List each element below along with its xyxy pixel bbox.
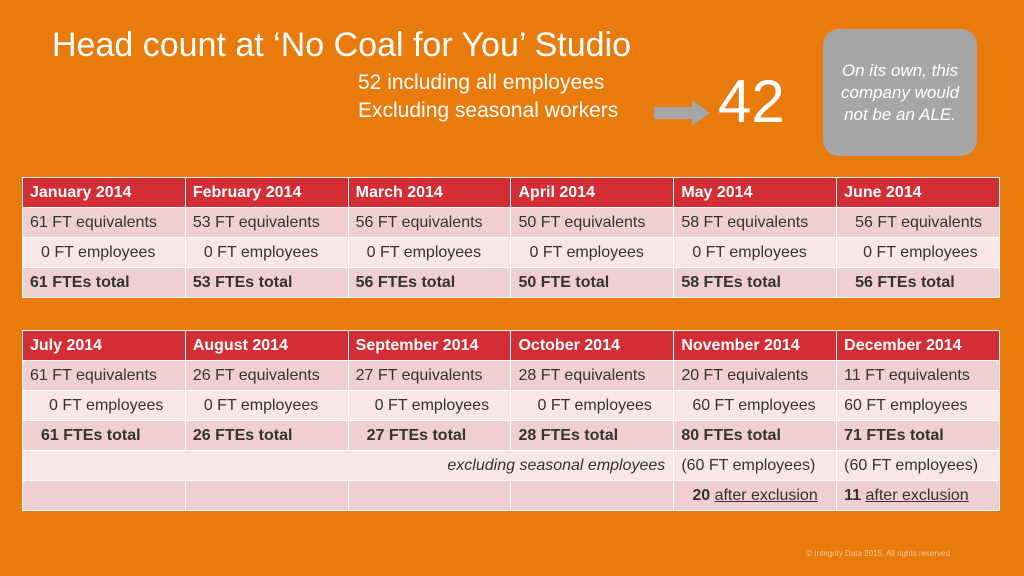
empty-cell [348,481,511,511]
employees-cell: 0 FT employees [185,391,348,421]
equivalents-cell: 58 FT equivalents [674,208,837,238]
second-half-table [22,330,1000,511]
employees-cell: 0 FT employees [511,391,674,421]
total-cell: 26 FTEs total [185,421,348,451]
total-cell: 50 FTE total [511,268,674,298]
empty-cell [185,481,348,511]
month-header: April 2014 [511,178,674,208]
total-cell: 27 FTEs total [348,421,511,451]
employees-cell: 0 FT employees [348,238,511,268]
month-header: June 2014 [837,178,1000,208]
employees-cell: 0 FT employees [674,238,837,268]
equivalents-cell: 61 FT equivalents [23,208,186,238]
copyright-notice: © Integrity Data 2015. All rights reserved [806,549,950,558]
equivalents-cell: 11 FT equivalents [837,361,1000,391]
month-header: May 2014 [674,178,837,208]
equivalents-cell: 28 FT equivalents [511,361,674,391]
after-exclusion-row [23,481,1000,511]
after-exclusion-count: 11 [844,486,862,504]
totals-row [23,421,1000,451]
month-header: March 2014 [348,178,511,208]
empty-cell [23,481,186,511]
equivalents-row [23,208,1000,238]
month-header: August 2014 [185,331,348,361]
equivalents-cell: 27 FT equivalents [348,361,511,391]
employees-cell: 0 FT employees [348,391,511,421]
seasonal-cell: (60 FT employees) [837,451,1000,481]
total-cell: 71 FTEs total [837,421,1000,451]
ale-callout: On its own, this company would not be an ALE. [823,29,977,156]
all-employees-line: 52 including all employees [358,71,605,94]
employees-row [23,391,1000,421]
month-header: July 2014 [23,331,186,361]
after-exclusion-count: 20 [692,486,711,504]
equivalents-cell: 56 FT equivalents [837,208,1000,238]
month-header: January 2014 [23,178,186,208]
equivalents-row [23,361,1000,391]
month-header-row [23,178,1000,208]
employees-cell: 0 FT employees [511,238,674,268]
total-cell: 53 FTEs total [185,268,348,298]
employees-cell: 0 FT employees [185,238,348,268]
total-cell: 61 FTEs total [23,421,186,451]
employees-cell: 0 FT employees [23,238,186,268]
seasonal-row [23,451,1000,481]
employees-cell: 60 FT employees [837,391,1000,421]
employees-cell: 0 FT employees [23,391,186,421]
employees-cell: 60 FT employees [674,391,837,421]
equivalents-cell: 20 FT equivalents [674,361,837,391]
headcount-number: 42 [718,68,785,135]
equivalents-cell: 61 FT equivalents [23,361,186,391]
excluding-seasonal-line: Excluding seasonal workers [358,99,619,122]
after-exclusion-cell [674,481,837,511]
after-exclusion-label: after exclusion [865,486,969,504]
equivalents-cell: 56 FT equivalents [348,208,511,238]
month-header: October 2014 [511,331,674,361]
month-header: December 2014 [837,331,1000,361]
seasonal-cell: (60 FT employees) [674,451,837,481]
total-cell: 58 FTEs total [674,268,837,298]
equivalents-cell: 50 FT equivalents [511,208,674,238]
totals-row [23,268,1000,298]
total-cell: 56 FTEs total [837,268,1000,298]
exclusion-note: excluding seasonal employees [23,451,674,481]
employees-row [23,238,1000,268]
equivalents-cell: 26 FT equivalents [185,361,348,391]
first-half-table [22,177,1000,298]
employees-cell: 0 FT employees [837,238,1000,268]
total-cell: 61 FTEs total [23,268,186,298]
empty-cell [511,481,674,511]
right-arrow-icon [654,100,710,126]
month-header: September 2014 [348,331,511,361]
total-cell: 28 FTEs total [511,421,674,451]
total-cell: 80 FTEs total [674,421,837,451]
total-cell: 56 FTEs total [348,268,511,298]
after-exclusion-cell [837,481,1000,511]
month-header-row [23,331,1000,361]
month-header: February 2014 [185,178,348,208]
month-header: November 2014 [674,331,837,361]
slide-title: Head count at ‘No Coal for You’ Studio [52,26,632,64]
equivalents-cell: 53 FT equivalents [185,208,348,238]
after-exclusion-label: after exclusion [714,486,818,504]
